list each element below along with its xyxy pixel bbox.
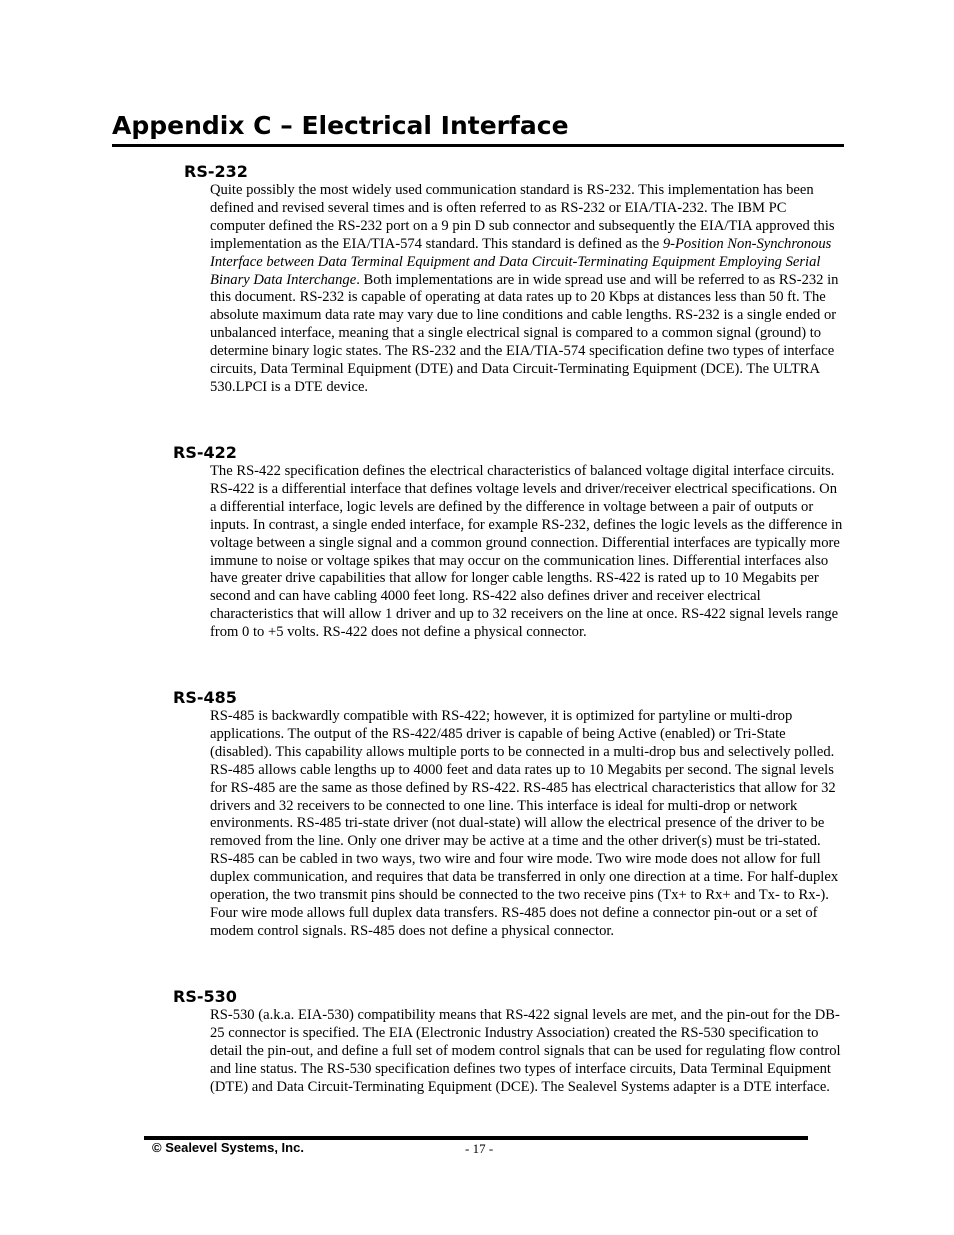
section-body [210,182,845,397]
section-heading: RS-530 [173,987,237,1006]
standard-title-italic: 9-Position Non-Synchronous Interface between Data Terminal Equipment and Data Circuit-Terminating Equipment Employing Serial Binary Data Interchange [210,235,832,288]
section-rs485 [173,688,845,941]
section-heading: RS-422 [173,443,237,462]
page-title: Appendix C – Electrical Interface [112,110,844,147]
section-body: RS-485 is backwardly compatible with RS-422; however, it is optimized for partyline or multi-drop applications. The output of the RS-422/485 driver is capable of being Active (enabled) or Tri-State (disabled). This capability allows multiple ports to be connected in a multi-drop bus and selectively polled. RS-485 allows cable lengths up to 4000 feet and data rates up to 10 Megabits per second. The signal levels for RS-485 are the same as those defined by RS-422. RS-485 has electrical characteristics that allow for 32 drivers and 32 receivers to be connected to one line. This interface is ideal for multi-drop or network environments. RS-485 tri-state driver (not dual-state) will allow the electrical presence of the driver to be removed from the line. Only one driver may be active at a time and the other driver(s) must be tri-stated. RS-485 can be cabled in two ways, two wire and four wire mode. Two wire mode does not allow for full duplex communication, and requires that data be transferred in only one direction at a time. For half-duplex operation, the two transmit pins should be connected to the two receive pins (Tx+ to Rx+ and Tx- to Rx-). Four wire mode allows full duplex data transfers. RS-485 does not define a connector pin-out or a set of modem control signals. RS-485 does not define a physical connector. [210,708,839,939]
body-text: Quite possibly the most widely used communication standard is RS-232. This implementation has been defined and revised several times and is often referred to as RS-232 or EIA/TIA-232. The IBM PC computer defined the RS-232 port on a 9 pin D sub connector and subsequently the EIA/TIA approved this implementation as the EIA/TIA-574 standard. This standard is defined as the [210,182,835,252]
footer-copyright: © Sealevel Systems, Inc. [152,1140,304,1155]
section-heading: RS-485 [173,688,237,707]
section-rs530 [173,987,845,1097]
section-rs422 [173,443,845,642]
footer-page-number: - 17 - [465,1141,494,1156]
body-text: . Both implementations are in wide spread use and will be referred to as RS-232 in this document. RS-232 is capable of operating at data rates up to 20 Kbps at distances less than 50 ft. The absolute maximum data rate may vary due to line conditions and cable lengths. RS-232 is a single ended or unbalanced interface, meaning that a single electrical signal is compared to a common signal (ground) to determine binary logic states. The RS-232 and the EIA/TIA-574 specification define two types of interface circuits, Data Terminal Equipment (DTE) and Data Circuit-Terminating Equipment (DCE). The ULTRA 530.LPCI is a DTE device. [210,271,839,395]
section-heading: RS-232 [184,162,248,181]
section-rs232 [173,162,845,397]
section-body: RS-530 (a.k.a. EIA-530) compatibility means that RS-422 signal levels are met, and the pin-out for the DB-25 connector is specified. The EIA (Electronic Industry Association) created the RS-530 specification to detail the pin-out, and define a full set of modem control signals that can be used for regulating flow control and line status. The RS-530 specification defines two types of interface circuits, Data Terminal Equipment (DTE) and Data Circuit-Terminating Equipment (DCE). The Sealevel Systems adapter is a DTE interface. [210,1007,841,1095]
section-body: The RS-422 specification defines the electrical characteristics of balanced voltage digital interface circuits. RS-422 is a differential interface that defines voltage levels and driver/receiver electrical specifications. On a differential interface, logic levels are defined by the difference in voltage between a pair of outputs or inputs. In contrast, a single ended interface, for example RS-232, defines the logic levels as the difference in voltage between a single signal and a common ground connection. Differential interfaces are typically more immune to noise or voltage spikes that may occur on the communication lines. Differential interfaces also have greater drive capabilities that allow for longer cable lengths. RS-422 is rated up to 10 Megabits per second and can have cabling 4000 feet long. RS-422 also defines driver and receiver electrical characteristics that will allow 1 driver and up to 32 receivers on the line at once. RS-422 signal levels range from 0 to +5 volts. RS-422 does not define a physical connector. [210,463,843,641]
